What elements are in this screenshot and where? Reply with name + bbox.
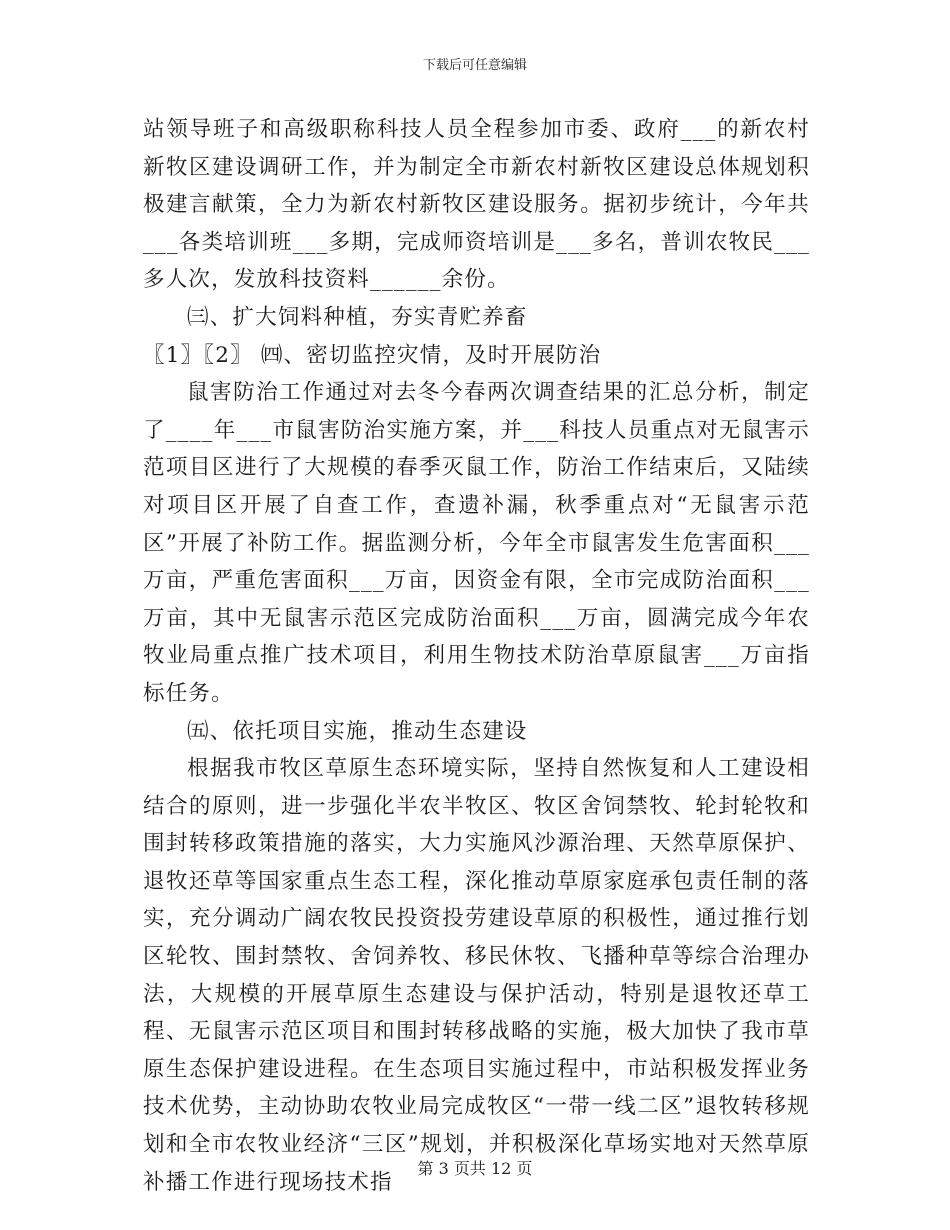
document-body <box>143 111 810 1201</box>
section-heading-5: ㈤、依托项目实施，推动生态建设 <box>187 718 528 744</box>
section-heading-4-with-refs: 〖1〗〖2〗 ㈣、密切监控灾情，及时开展防治 <box>143 342 602 368</box>
page-footer: 第 3 页共 12 页 <box>417 1159 533 1178</box>
paragraph-ecological-construction: 根据我市牧区草原生态环境实际，坚持自然恢复和人工建设相结合的原则，进一步强化半农半牧区、牧区舍饲禁牧、轮封轮牧和围封转移政策措施的落实，大力实施风沙源治理、天然草原保护、退牧还草等国家重点生态工程，深化推动草原家庭承包责任制的落实，充分调动广阔农牧民投资投劳建设草原的积极性，通过推行划区轮牧、围封禁牧、舍饲养牧、移民休牧、飞播种草等综合治理办法，大规模的开展草原生态建设与保护活动，特别是退牧还草工程、无鼠害示范区项目和围封转移战略的实施，极大加快了我市草原生态保护建设进程。在生态项目实施过程中，市站积极发挥业务技术优势，主动协助农牧业局完成牧区“一带一线二区”退牧转移规划和全市农牧业经济“三区”规划，并积极深化草场实地对天然草原补播工作进行现场技术指 <box>143 756 810 1195</box>
section-heading-3: ㈢、扩大饲料种植，夯实青贮养畜 <box>187 304 528 330</box>
page-header: 下载后可任意编辑 <box>422 58 527 73</box>
paragraph-rodent-control: 鼠害防治工作通过对去冬今春两次调查结果的汇总分析，制定了____年___市鼠害防治实施方案，并___科技人员重点对无鼠害示范项目区进行了大规模的春季灭鼠工作，防治工作结束后，又陆续对项目区开展了自查工作，查遗补漏，秋季重点对“无鼠害示范区”开展了补防工作。据监测分析，今年全市鼠害发生危害面积___万亩，严重危害面积___万亩，因资金有限，全市完成防治面积___万亩，其中无鼠害示范区完成防治面积___万亩，圆满完成今年农牧业局重点推广技术项目，利用生物技术防治草原鼠害___万亩指标任务。 <box>143 380 810 706</box>
paragraph-continuation: 站领导班子和高级职称科技人员全程参加市委、政府___的新农村新牧区建设调研工作，并为制定全市新农村新牧区建设总体规划积极建言献策，全力为新农村新牧区建设服务。据初步统计，今年共___各类培训班___多期，完成师资培训是___多名，普训农牧民___多人次，发放科技资料______余份。 <box>143 117 810 293</box>
